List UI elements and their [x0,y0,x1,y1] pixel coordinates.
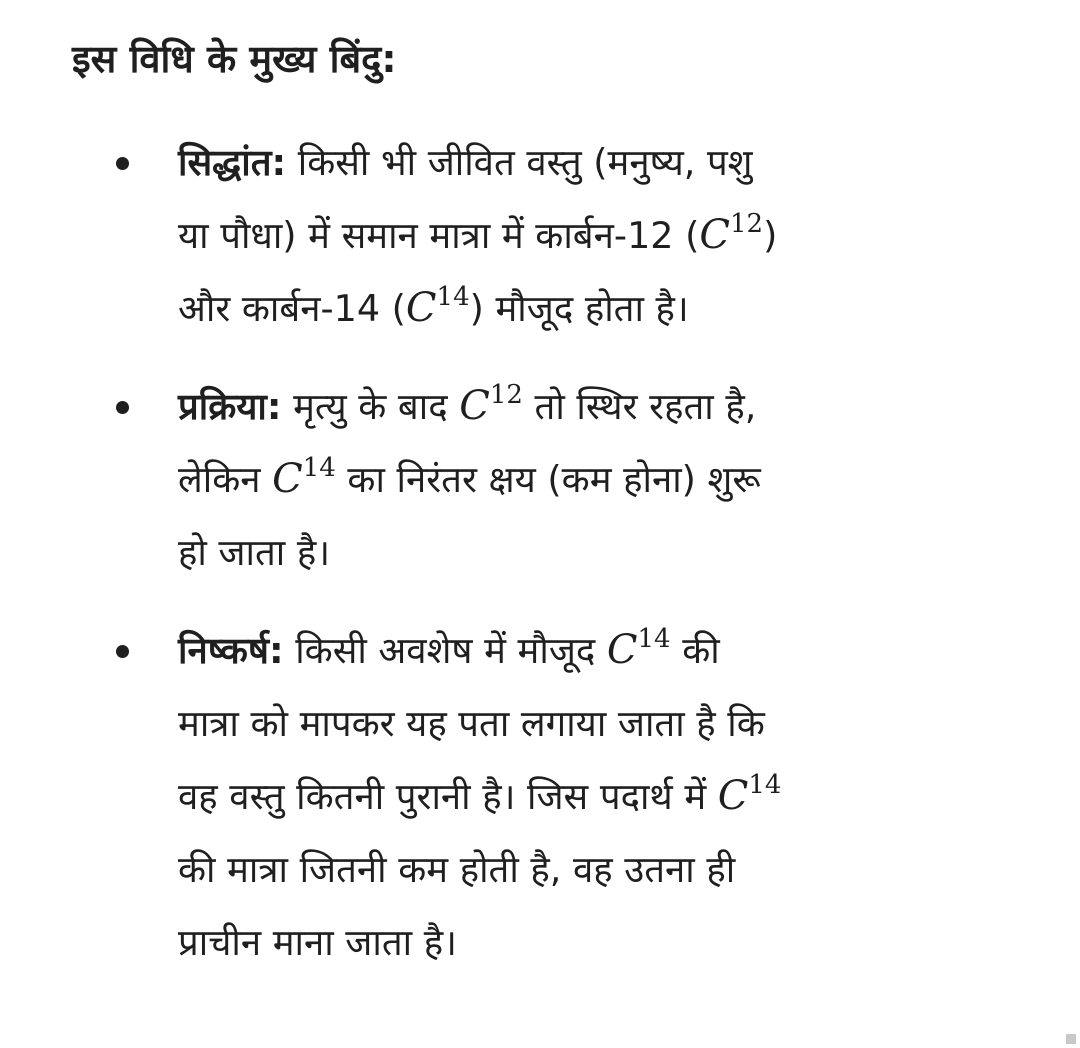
bullet-icon [116,157,129,170]
point-text: हो जाता है। [178,531,331,574]
point-title: सिद्धांत: [178,141,287,184]
point-text: तो स्थिर रहता है, [534,385,757,428]
page-title: इस विधि के मुख्य बिंदु: [72,37,397,81]
point-text: या पौधा) में समान मात्रा में कार्बन-12 ( [178,214,700,257]
point-text: किसी अवशेष में मौजूद [295,629,596,672]
point-title: निष्कर्ष: [178,629,284,672]
point-text: मात्रा को मापकर यह पता लगाया जाता है कि [178,702,765,745]
point-text: की [682,629,720,672]
carbon-14-formula: $C^{14}$ [606,624,671,673]
point-text: का निरंतर क्षय (कम होना) शुरू [347,458,761,501]
carbon-14-formula: $C^{14}$ [405,282,470,331]
point-text: मृत्यु के बाद [293,385,448,428]
list-item-principle [110,126,1010,345]
point-text: किसी भी जीवित वस्तु (मनुष्य, पशु [297,141,753,184]
list-item-conclusion [110,614,1010,979]
point-text: ) मौजूद होता है। [469,287,689,330]
carbon-12-formula: $C^{12}$ [699,209,764,258]
list-item-process [110,370,1010,589]
carbon-14-formula: $C^{14}$ [272,453,336,502]
point-title: प्रक्रिया: [178,385,282,428]
scroll-handle[interactable] [1066,1034,1076,1044]
bullet-icon [116,401,129,414]
carbon-12-formula: $C^{12}$ [459,380,523,429]
point-text: लेकिन [178,458,261,501]
point-text: प्राचीन माना जाता है। [178,921,457,964]
point-text: वह वस्तु कितनी पुरानी है। जिस पदार्थ में [178,775,707,818]
bullet-icon [116,645,129,658]
point-text: और कार्बन-14 ( [178,287,406,330]
point-text: की मात्रा जितनी कम होती है, वह उतना ही [178,848,736,891]
point-text: ) [763,214,778,257]
carbon-14-formula: $C^{14}$ [717,770,782,819]
key-points-list [110,126,1010,979]
